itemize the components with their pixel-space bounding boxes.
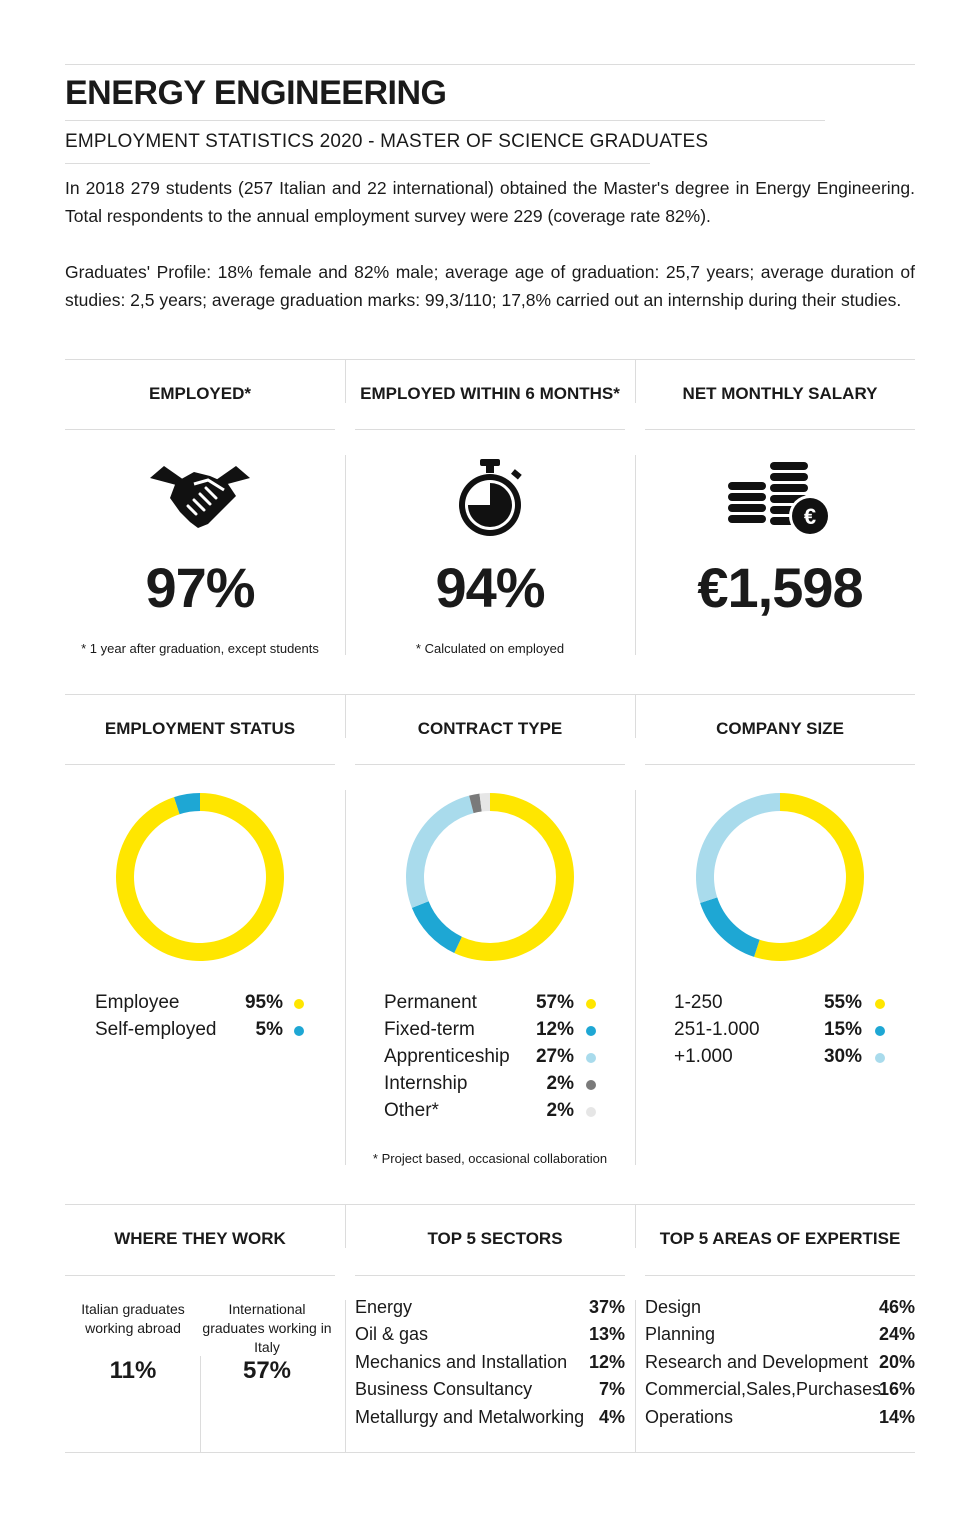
abroad-caption: Italian graduates working abroad <box>81 1301 185 1336</box>
column-divider <box>345 455 346 655</box>
legend-label: +1.000 <box>674 1046 733 1067</box>
list-item <box>645 1297 915 1324</box>
italy-value: 57% <box>242 1357 292 1384</box>
donut-slice--1-000 <box>696 793 780 903</box>
list-item <box>355 1297 625 1324</box>
heading-rule <box>645 429 915 430</box>
legend-label: Fixed-term <box>384 1019 475 1040</box>
expertise-value: 46% <box>878 1297 915 1317</box>
expertise-label: Operations <box>645 1407 734 1427</box>
sector-value: 12% <box>588 1352 625 1372</box>
expertise-value: 14% <box>878 1407 915 1427</box>
sector-label: Energy <box>355 1297 413 1317</box>
section-rule <box>65 694 915 695</box>
expertise-value: 24% <box>878 1324 915 1344</box>
kpi-heading-salary: NET MONTHLY SALARY <box>682 384 878 403</box>
list-item <box>355 1407 625 1434</box>
kpi-heading-employed-6-months: EMPLOYED WITHIN 6 MONTHS* <box>360 384 620 403</box>
title-rule <box>65 120 825 121</box>
euro-coins-icon <box>726 460 836 541</box>
employment-status-donut <box>115 792 285 962</box>
column-divider <box>345 790 346 1165</box>
sector-label: Metallurgy and Metalworking <box>355 1407 585 1427</box>
column-divider <box>345 695 346 738</box>
donut-slice-apprenticeship <box>406 796 474 908</box>
abroad-value: 11% <box>109 1357 157 1384</box>
column-divider <box>635 1300 636 1452</box>
bottom-rule <box>65 1452 915 1453</box>
column-divider <box>635 455 636 655</box>
legend-dot <box>875 999 885 1009</box>
legend-dot <box>586 1080 596 1090</box>
list-item <box>645 1352 915 1379</box>
expertise-label: Research and Development <box>645 1352 869 1372</box>
kpi-value-employed-6-months: 94% <box>435 556 545 619</box>
intro-paragraph: In 2018 279 students (257 Italian and 22 international) obtained the Master's degree in Energy Engineering. Total respondents to the annual employment survey were 229 (coverage rate 82%). <box>65 178 915 226</box>
legend-value: 2% <box>546 1073 574 1094</box>
legend-value: 55% <box>823 992 862 1013</box>
expertise-label: Commercial,Sales,Purchases <box>645 1379 882 1399</box>
legend-dot <box>294 1026 304 1036</box>
sector-label: Oil & gas <box>355 1324 429 1344</box>
legend-value: 12% <box>535 1019 574 1040</box>
kpi-note-employed-6-months: * Calculated on employed <box>415 641 565 656</box>
profile-paragraph: Graduates' Profile: 18% female and 82% male; average age of graduation: 25,7 years; average duration of studies: 2,5 years; average graduation marks: 99,3/110; 17,8% carried out an internship during their studies. <box>65 262 915 310</box>
list-item <box>645 1407 915 1434</box>
column-divider <box>635 1205 636 1248</box>
heading-rule <box>645 1275 915 1276</box>
column-divider <box>345 1300 346 1452</box>
legend-dot <box>875 1026 885 1036</box>
page-subtitle: EMPLOYMENT STATISTICS 2020 - MASTER OF SCIENCE GRADUATES <box>65 131 709 152</box>
section-rule <box>65 359 915 360</box>
legend-label: Self-employed <box>95 1019 217 1040</box>
kpi-heading-employed: EMPLOYED* <box>148 384 252 403</box>
italy-caption: International graduates working in Italy <box>202 1301 332 1355</box>
donut-slice-fixed-term <box>412 901 462 953</box>
sector-value: 37% <box>588 1297 625 1317</box>
list-item <box>355 1379 625 1406</box>
legend-dot <box>875 1053 885 1063</box>
legend-dot <box>586 1026 596 1036</box>
legend-label: Other* <box>384 1100 439 1121</box>
stopwatch-icon <box>452 459 528 544</box>
legend-label: 1-250 <box>674 992 723 1013</box>
contract-type-note: * Project based, occasional collaboration <box>372 1151 608 1166</box>
section-rule <box>65 1204 915 1205</box>
expertise-label: Design <box>645 1297 702 1317</box>
page-title: ENERGY ENGINEERING <box>65 74 447 112</box>
sector-value: 7% <box>598 1379 625 1399</box>
legend-dot <box>294 999 304 1009</box>
legend-value: 15% <box>823 1019 862 1040</box>
column-divider <box>635 790 636 1165</box>
sectors-heading: TOP 5 SECTORS <box>427 1229 563 1248</box>
company-size-donut <box>695 792 865 962</box>
list-item <box>645 1379 915 1406</box>
list-item <box>355 1352 625 1379</box>
heading-rule <box>355 764 625 765</box>
legend-label: Permanent <box>384 992 477 1013</box>
legend-value: 57% <box>535 992 574 1013</box>
heading-rule <box>65 764 335 765</box>
heading-rule <box>65 429 335 430</box>
legend-value: 5% <box>255 1019 283 1040</box>
legend-dot <box>586 1053 596 1063</box>
sector-value: 13% <box>588 1324 625 1344</box>
legend-value: 2% <box>546 1100 574 1121</box>
sector-label: Mechanics and Installation <box>355 1352 568 1372</box>
list-item <box>645 1324 915 1351</box>
handshake-icon <box>150 462 250 535</box>
expertise-value: 20% <box>878 1352 915 1372</box>
expertise-value: 16% <box>878 1379 915 1399</box>
column-divider <box>345 1205 346 1248</box>
legend-value: 95% <box>244 992 283 1013</box>
column-divider <box>635 695 636 738</box>
donut-slice-employee <box>116 793 284 961</box>
column-divider <box>635 360 636 403</box>
expertise-label: Planning <box>645 1324 716 1344</box>
top-rule <box>65 64 915 65</box>
legend-label: Internship <box>384 1073 468 1094</box>
legend-dot <box>586 1107 596 1117</box>
kpi-note-employed: * 1 year after graduation, except students <box>81 641 319 656</box>
company-size-heading: COMPANY SIZE <box>716 719 844 738</box>
legend-dot <box>586 999 596 1009</box>
legend-value: 27% <box>535 1046 574 1067</box>
expertise-heading: TOP 5 AREAS OF EXPERTISE <box>659 1229 901 1248</box>
contract-type-heading: CONTRACT TYPE <box>417 719 563 738</box>
heading-rule <box>355 429 625 430</box>
legend-value: 30% <box>823 1046 862 1067</box>
sector-label: Business Consultancy <box>355 1379 533 1399</box>
heading-rule <box>645 764 915 765</box>
kpi-value-salary: €1,598 <box>697 556 863 619</box>
employment-status-heading: EMPLOYMENT STATUS <box>104 719 296 738</box>
legend-label: Employee <box>95 992 180 1013</box>
column-divider <box>345 360 346 403</box>
where-heading: WHERE THEY WORK <box>114 1229 286 1248</box>
svg-text:€: € <box>803 504 817 529</box>
donut-slice-251-1-000 <box>700 897 759 956</box>
heading-rule <box>65 1275 335 1276</box>
donut-slice-1-250 <box>754 793 864 961</box>
heading-rule <box>355 1275 625 1276</box>
donut-slice-permanent <box>454 793 574 961</box>
list-item <box>355 1324 625 1351</box>
subtitle-rule <box>65 163 650 164</box>
sector-value: 4% <box>598 1407 625 1427</box>
legend-label: Apprenticeship <box>384 1046 510 1067</box>
contract-type-donut <box>405 792 575 962</box>
legend-label: 251-1.000 <box>674 1019 760 1040</box>
kpi-value-employed: 97% <box>145 556 255 619</box>
